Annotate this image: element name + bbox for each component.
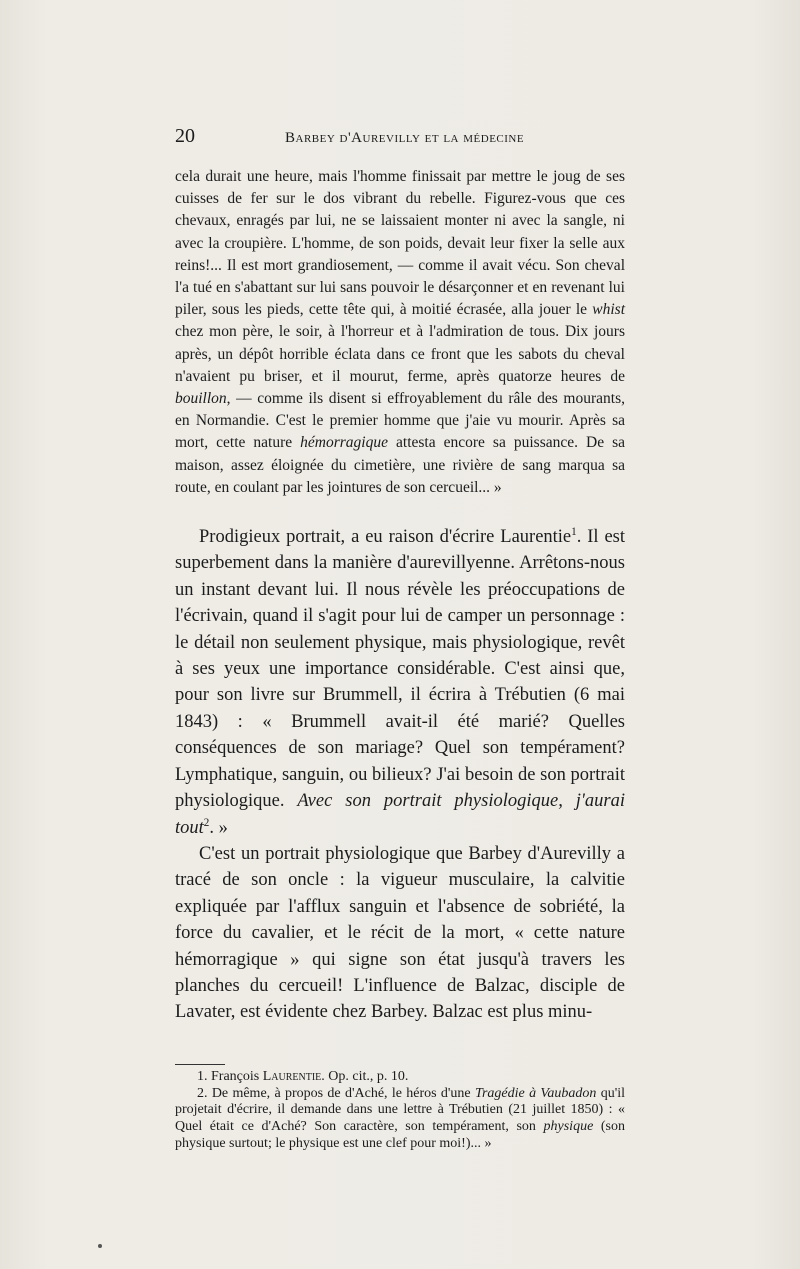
main-paragraph-1: Prodigieux portrait, a eu raison d'écrire Laurentie$^1$. Il est superbement dans la manière d'aurevillyenne. Arrêtons-nous un instant devant lui. Il nous révèle les préoccupations de l'écrivain, quand il s'agit pour lui de camper un personnage : le détail non seulement physique, mais physiologique, revêt à ses yeux une importance considérable. C'est ainsi que, pour son livre sur Brummell, il écrira à Trébutien (6 mai 1843) : « Brummell avait-il été marié? Quelles conséquences de son mariage? Quel son tempérament? Lymphatique, sanguin, ou bilieux? J'ai besoin de son portrait physiologique. Avec son portrait physiologique, j'aurai tout$^2$. » xyxy=(175,525,625,838)
italic-word: bouillon xyxy=(175,390,227,408)
italic-phrase: Avec son portrait physiologique, j'aurai tout xyxy=(175,791,625,838)
footnote-2: 2. De même, à propos de d'Aché, le héros d'une Tragédie à Vaubadon qu'il projetait d'écrire, il demande dans une lettre à Trébutien (21 juillet 1850) : « Quel était ce d'Aché? Son caractère, son tempérament, son physique (son physique surtout; le physique est une clef pour moi!)... » xyxy=(175,1085,626,1151)
footnote-ref-2: 2 xyxy=(203,816,210,829)
page-number: 20 xyxy=(175,125,195,147)
footnote-1: 1. François Laurentie. Op. cit., p. 10. xyxy=(197,1068,409,1084)
page-body xyxy=(175,166,625,1153)
footnotes xyxy=(175,1069,625,1153)
page-speck xyxy=(98,1244,102,1248)
quoted-passage xyxy=(175,166,625,499)
italic-word: hémorragique xyxy=(300,434,388,452)
main-text xyxy=(175,524,625,1026)
quote-paragraph: cela durait une heure, mais l'homme finissait par mettre le joug de ses cuisses de fer sur le dos vibrant du rebelle. Figurez-vous que ces chevaux, enragés par lui, ne se laissaient monter ni avec la sangle, ni avec la croupière. L'homme, de son poids, devait leur fixer la selle aux reins!... Il est mort grandiosement, — comme il avait vécu. Son cheval l'a tué en s'abattant sur lui sans pouvoir le désarçonner et en revenant lui piler, sous les pieds, cette tête qui, à moitié écrasée, alla jouer le whist chez mon père, le soir, à l'horreur et à l'admiration de tous. Dix jours après, un dépôt horrible éclata dans ce front que les sabots du cheval n'avaient pu briser, et il mourut, ferme, après quatorze heures de bouillon, — comme ils disent si effroyablement du râle des mourants, en Normandie. C'est le premier homme que j'aie vu mourir. Après sa mort, cette nature hémorragique attesta encore sa puissance. De sa maison, assez éloignée du cimetière, une rivière de sang marqua sa route, en coulant par les jointures de son cercueil... » xyxy=(175,168,625,496)
footnote-ref-1: 1 xyxy=(571,525,577,538)
running-title: Barbey d'Aurevilly et la médecine xyxy=(285,130,525,146)
italic-word: whist xyxy=(592,301,625,319)
main-paragraph-2: C'est un portrait physiologique que Barbey d'Aurevilly a tracé de son oncle : la vigueur musculaire, la calvitie expliquée par l'afflux sanguin et l'absence de sobriété, la force du cavalier, et le récit de la mort, « cette nature hémorragique » qui signe son état jusqu'à travers les planches du cercueil! L'influence de Balzac, disciple de Lavater, est évidente chez Barbey. Balzac est plus minu- xyxy=(175,843,625,1023)
footnote-rule xyxy=(175,1064,225,1065)
page-header xyxy=(175,125,627,155)
